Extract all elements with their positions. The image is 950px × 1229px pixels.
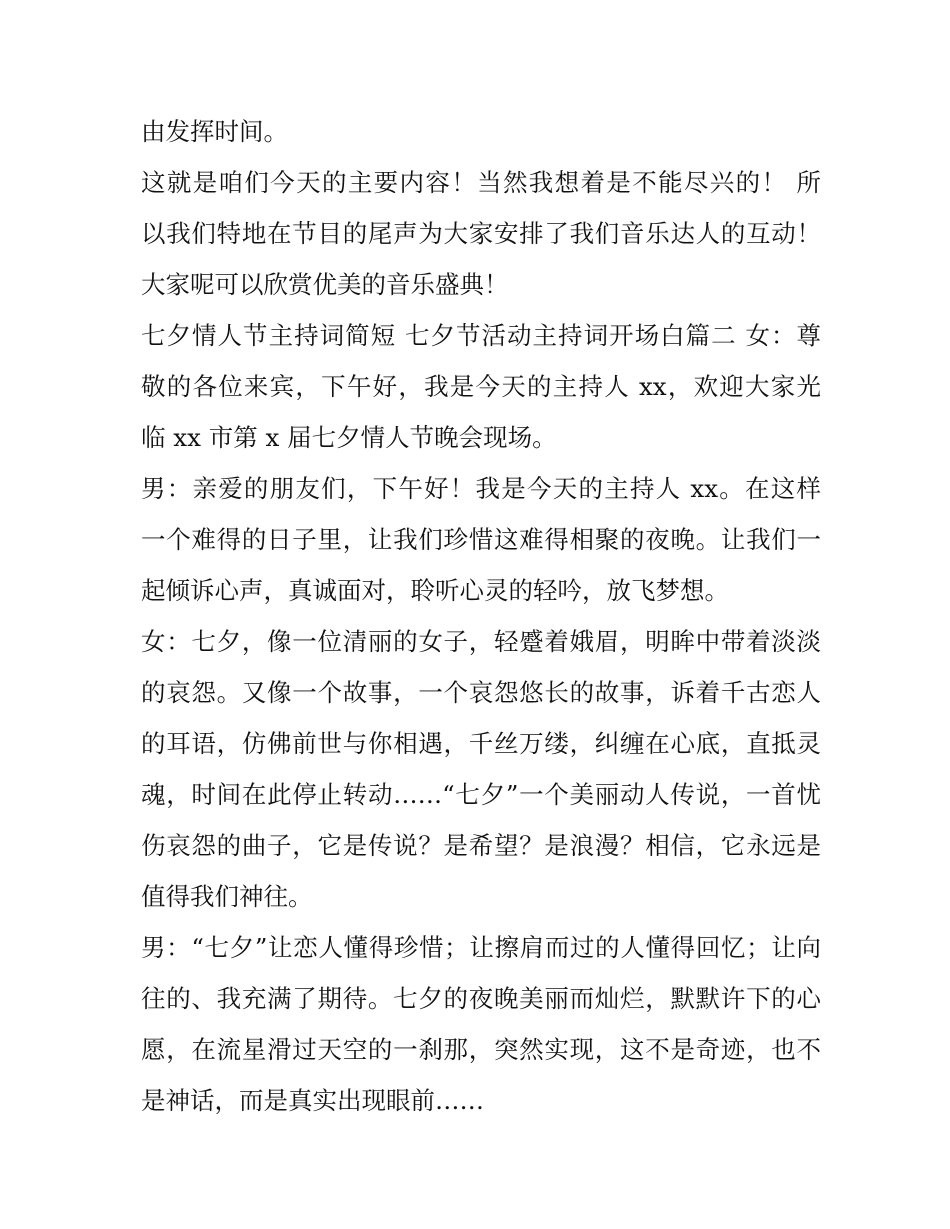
text-line: 男：亲爱的朋友们，下午好！我是今天的主持人 xx。在这样 [141,474,821,503]
text-line: 愿，在流星滑过天空的一刹那，突然实现，这不是奇迹，也不 [141,1035,821,1064]
text-line: 的耳语，仿佛前世与你相遇，千丝万缕，纠缠在心底，直抵灵 [141,729,821,758]
text-line: 临 xx 市第 x 届七夕情人节晚会现场。 [141,423,557,452]
text-line: 一个难得的日子里，让我们珍惜这难得相聚的夜晚。让我们一 [141,525,821,554]
text-line: 魂，时间在此停止转动……“七夕”一个美丽动人传说，一首忧 [141,780,821,809]
text-line: 以我们特地在节目的尾声为大家安排了我们音乐达人的互动！ [141,219,821,248]
text-line: 往的、我充满了期待。七夕的夜晚美丽而灿烂，默默许下的心 [141,984,821,1013]
body-text [141,106,821,1126]
text-line: 这就是咱们今天的主要内容！当然我想着是不能尽兴的！ 所 [141,168,821,197]
text-line: 起倾诉心声，真诚面对，聆听心灵的轻吟，放飞梦想。 [141,576,729,605]
text-line: 敬的各位来宾，下午好，我是今天的主持人 xx，欢迎大家光 [141,372,821,401]
text-line: 值得我们神往。 [141,882,313,911]
text-line: 伤哀怨的曲子，它是传说？是希望？是浪漫？相信，它永远是 [141,831,821,860]
text-line: 大家呢可以欣赏优美的音乐盛典！ [141,270,509,299]
text-line: 女：七夕，像一位清丽的女子，轻蹙着娥眉，明眸中带着淡淡 [141,627,821,656]
text-line: 由发挥时间。 [141,117,288,146]
text-line: 的哀怨。又像一个故事，一个哀怨悠长的故事，诉着千古恋人 [141,678,821,707]
text-line: 七夕情人节主持词简短 七夕节活动主持词开场白篇二 女：尊 [141,321,821,350]
text-line: 男：“七夕”让恋人懂得珍惜；让擦肩而过的人懂得回忆；让向 [141,933,821,962]
text-line: 是神话，而是真实出现眼前…… [141,1086,484,1115]
